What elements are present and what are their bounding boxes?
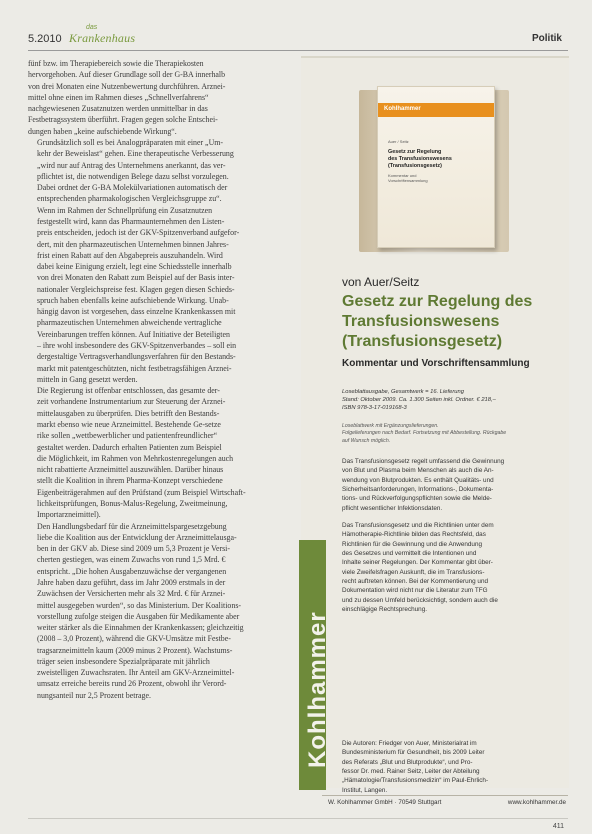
ad-authors-line: Bundesministerium für Gesundheit, bis 2009 Leiter — [342, 749, 485, 757]
ad-footer-divider — [322, 795, 568, 796]
ad-author: von Auer/Seitz — [342, 275, 420, 289]
article-line: kehr der Beweislast“ gehen. Eine therapeutische Verbesserung — [37, 149, 234, 159]
article-line: „wird nur auf Antrag des Unternehmens anerkannt, das ver- — [37, 160, 226, 170]
article-line: festgestellt wird, kann das Pharmaunternehmen den Listen- — [37, 216, 225, 226]
ad-description-paragraph — [342, 521, 566, 614]
biblio-line: Loseblattausgabe, Gesamtwerk = 16. Lieferung — [342, 389, 464, 395]
ad-description-line: und zu dessen Umfeld berücksichtigt, sondern auch die — [342, 596, 498, 604]
ad-description-line: wendung von Blutprodukten. Es enthält Qualitäts- und — [342, 476, 494, 484]
cover-subtitle-line: Vorschriftensammlung — [388, 178, 428, 183]
cover-title-line: des Transfusionswesens — [388, 156, 452, 162]
article-line: träger seien insbesondere Spezialpräparate mit jährlich — [37, 656, 210, 666]
article-line: von drei Monaten eine Nutzenbewertung durchführen. Arznei- — [28, 81, 226, 91]
ad-description-line: pflicht wesentlicher Infektionsdaten. — [342, 504, 443, 512]
article-paragraph — [28, 137, 294, 205]
article-paragraph — [28, 521, 294, 702]
article-line: tragsarzneimitteln kaum (2009 minus 2 Prozent). Wachstums- — [37, 645, 233, 655]
cover-author: Auer / Seitz — [388, 139, 409, 144]
article-line: (2008 – 3,0 Prozent), während die GKV-Umsätze mit Festbe- — [37, 634, 231, 644]
ad-authors-line: fessor Dr. med. Rainer Seitz, Leiter der Abteilung — [342, 768, 480, 776]
logo-text: Krankenhaus — [69, 31, 136, 45]
section-title: Politik — [531, 33, 562, 44]
article-line: pharmazeutischen Unternehmen abweichende vertragliche — [37, 318, 222, 328]
article-line: dert, mit den pharmazeutischen Unternehmen binnen Jahres- — [37, 239, 229, 249]
ad-description-paragraph — [342, 457, 566, 513]
article-paragraph — [28, 58, 294, 137]
article-line: fünf bzw. im Therapiebereich sowie die Therapiekosten — [28, 59, 204, 68]
article-line: hervorgehoben. Auf dieser Grundlage soll der G-BA innerhalb — [28, 70, 226, 80]
ad-description-line: recht auftreten können. Bei der Kommentierung und — [342, 578, 488, 586]
article-line: rike sollen „wettbewerblicher und patientenfreundlicher“ — [37, 431, 218, 441]
publisher-website-link[interactable]: www.kohlhammer.de — [507, 799, 566, 806]
biblio-line: ISBN 978-3-17-019168-3 — [342, 405, 407, 412]
ad-description-line: des Gesetzes und vermittelt die Intentionen und — [342, 550, 477, 558]
article-line: markt ebenso wie neue Arzneimittel. Bestehende Ge-setze — [37, 420, 221, 429]
article-line: mittel ohne einen im Rahmen dieses „Schnellverfahrens“ — [28, 92, 209, 102]
article-column — [28, 58, 294, 788]
article-line: zweistelligen Zuwachsraten. Ihr Anteil am GKV-Arzneimittel- — [37, 668, 235, 678]
ad-description-line: von Blut und Plasma beim Menschen als auch die An- — [342, 467, 494, 475]
ad-description-line: einschlägige Rechtsprechung. — [342, 606, 427, 614]
header-divider — [28, 50, 568, 51]
footer-divider — [28, 818, 568, 819]
article-line: nachgewiesenen Zusatznutzen werden unmittelbar in das — [28, 104, 208, 114]
ad-description-line: Hämotherapie-Richtlinie bilden das Rechtsfeld, das — [342, 531, 486, 539]
article-line: umsatz erreiche bereits rund 26 Prozent, obwohl ihr Verord- — [37, 679, 227, 689]
article-paragraph — [28, 205, 294, 386]
page-number: 411 — [552, 823, 564, 830]
ad-description-line: Das Transfusionsgesetz regelt umfassend die Gewinnung — [342, 458, 505, 465]
ad-subscription-note — [342, 423, 566, 445]
article-line: mittelausgaben zu überprüfen. Dies betrifft den Bestands- — [37, 408, 220, 418]
article-line: Importarzneimittel). — [37, 510, 101, 520]
article-line: preis entscheiden, jedoch ist der GKV-Spitzenverband aufgefor- — [37, 228, 240, 238]
article-line: Eigenbeiträgerahmen auf den Prüfstand (zum Beispiel Wirtschaft- — [37, 487, 246, 497]
article-line: Grundsätzlich soll es bei Analogpräparaten mit einer „Um- — [37, 137, 224, 147]
article-line: Vereinbarungen treffen können. Auf Initiative der Beteiligten — [37, 329, 230, 339]
article-line: vorstellung zufolge steigen die Ausgaben für Medikamente aber — [37, 611, 240, 621]
note-line: Folgelieferungen nach Bedarf. Fortsetzung mit Abbestellung. Rückgabe — [342, 430, 507, 437]
note-line: Loseblattwerk mit Ergänzungslieferungen. — [342, 423, 439, 429]
article-line: – ihre wohl insbesondere des GKV-Spitzenverbandes – soll ein — [37, 341, 237, 351]
article-line: lichkeitsprüfungen, Bonus-Malus-Regelung, Zweitmeinung, — [37, 498, 228, 508]
logo-small-text: das — [86, 24, 98, 31]
article-line: zeit vorhandene Instrumentarium zur Steuerung der Arznei- — [37, 397, 226, 407]
cover-title-line: Gesetz zur Regelung — [388, 149, 442, 155]
article-line: dungen haben „keine aufschiebende Wirkung“. — [28, 126, 177, 136]
article-line: cherten gestiegen, was einem Zuwachs von rund 1,5 Mrd. € — [37, 555, 226, 565]
biblio-line: Stand: Oktober 2009. Ca. 1.300 Seiten inkl. Ordner. € 218,– — [342, 397, 496, 404]
article-line: nungsanteil nur 2,5 Prozent betrage. — [37, 690, 151, 700]
ad-authors-line: „Hämatologie/Transfusionsmedizin“ im Paul-Ehrlich- — [342, 777, 489, 785]
article-line: mittel ausgegeben wurden“, so das Ministerium. Der Koalitions- — [37, 600, 242, 610]
cover-subtitle-line: Kommentar und — [388, 173, 417, 178]
article-line: pflichtet ist, die notwendigen Belege dazu selbst vorzulegen. — [37, 171, 229, 181]
article-line: weiter stärker als die Einnahmen der Krankenkassen; gleichzeitig — [37, 623, 244, 633]
ad-authors-line: Die Autoren: Friedger von Auer, Ministerialrat im — [342, 740, 477, 747]
article-line: Jahre haben dazu geführt, dass im Jahr 2009 erstmals in der — [37, 577, 226, 587]
binder-front — [377, 86, 495, 248]
article-line: Den Handlungsbedarf für die Arzneimittelspargesetzgebung — [37, 521, 227, 531]
publisher-brand: Kohlhammer — [304, 611, 331, 768]
ad-description-line: Richtlinien für die Gewinnung und die Anwendung — [342, 540, 483, 548]
article-line: liebe die Koalition aus der Entwicklung der Arzneimittelausga- — [37, 532, 237, 542]
article-line: Dabei ordnet der G-BA Molekülvariationen automatisch der — [37, 183, 228, 193]
article-line: entsprechenden pharmakologischen Vergleichsgruppe zu“. — [37, 194, 222, 204]
article-line: dabei keine Einigung erzielt, legt eine Schiedsstelle innerhalb — [37, 262, 232, 272]
article-line: nicht rabattierte Arzneimittel auszuwählen. Darüber hinaus — [37, 465, 224, 475]
ad-description — [342, 457, 566, 623]
article-line: nationaler Vergleichspreise fest. Klagen gegen diesen Schieds- — [37, 284, 235, 294]
article-line: frist einen Rabatt auf den Abgabepreis auszuhandeln. Wird — [37, 250, 223, 260]
article-line: ben in der GKV ab. Diese sind 2009 um 5,3 Prozent je Versi- — [37, 544, 230, 554]
article-line: Zuwächsen der Versicherten mehr als 32 Mrd. € für Arznei- — [37, 589, 226, 599]
ad-authors-line: des Referats „Blut und Blutprodukte“, und Pro- — [342, 758, 473, 766]
article-line: hängig davon ist vorgesehen, dass einzelne Krankenkassen mit — [37, 307, 236, 317]
article-line: Wenn im Rahmen der Schnellprüfung ein Zusatznutzen — [37, 205, 213, 215]
ad-description-line: Sicherheitsanforderungen, Informations-, Dokumenta- — [342, 486, 494, 494]
article-line: die Möglichkeit, im Rahmen von Mehrkostenregelungen auch — [37, 453, 234, 463]
article-paragraph — [28, 385, 294, 520]
article-line: markt mit patentgeschützten, nicht festbetragsfähigen Arznei- — [37, 363, 232, 373]
cover-band-text: Kohlhammer — [384, 106, 421, 112]
ad-footer — [328, 797, 566, 809]
publisher-address: W. Kohlhammer GmbH · 70549 Stuttgart — [328, 799, 442, 806]
article-line: stellt die Koalition in ihrem Pharma-Konzept verschiedene — [37, 476, 223, 486]
book-cover-image — [345, 86, 525, 258]
ad-book-title: Gesetz zur Regelung des Transfusionswesens (Transfusionsgesetz) — [342, 293, 533, 350]
ad-book-subtitle: Kommentar und Vorschriftensammlung — [342, 358, 530, 369]
ad-description-line: viele Zweifelsfragen Auskunft, die im Transfusions- — [342, 568, 485, 576]
ad-about-authors — [342, 739, 566, 795]
article-line: dergestaltige Vertragsverhandlungsverfahren für den Bestands- — [37, 352, 236, 362]
article-line: spruch haben ebenfalls keine aufschiebende Wirkung. Unab- — [37, 295, 229, 305]
cover-title-line: (Transfusionsgesetz) — [388, 163, 442, 169]
ad-description-line: Das Transfusionsgesetz und die Richtlinien unter dem — [342, 522, 494, 530]
ad-top-stripe — [301, 56, 569, 58]
ad-description-line: tions- und Rückverfolgungspflichten sowie die Melde- — [342, 495, 492, 503]
article-line: Die Regierung ist offenbar entschlossen, das gesamte der- — [37, 386, 220, 396]
article-line: von drei Monaten den Rabatt zum Beispiel auf der Basis inter- — [37, 273, 235, 283]
article-line: gestaltet werden. Dadurch erhalten Patienten zum Beispiel — [37, 442, 222, 452]
ad-description-line: Inhalte seiner Regelungen. Der Kommentar gibt über- — [342, 559, 493, 567]
ad-bibliographic-info — [342, 388, 566, 413]
article-line: mitteln in Gang gesetzt werden. — [37, 374, 138, 384]
article-line: entspricht. „Die hohen Ausgabenzuwächse der vergangenen — [37, 566, 227, 576]
ad-authors-line: Institut, Langen. — [342, 786, 388, 794]
note-line: auf Wunsch möglich. — [342, 437, 391, 444]
issue-date: 5.2010 — [28, 33, 62, 45]
ad-description-line: Dokumentation wird nicht nur die Literatur zum TFG — [342, 587, 488, 595]
article-line: Festbetragssystem überführt. Fragen gegen solche Entschei- — [28, 115, 218, 125]
magazine-logo — [69, 24, 149, 46]
